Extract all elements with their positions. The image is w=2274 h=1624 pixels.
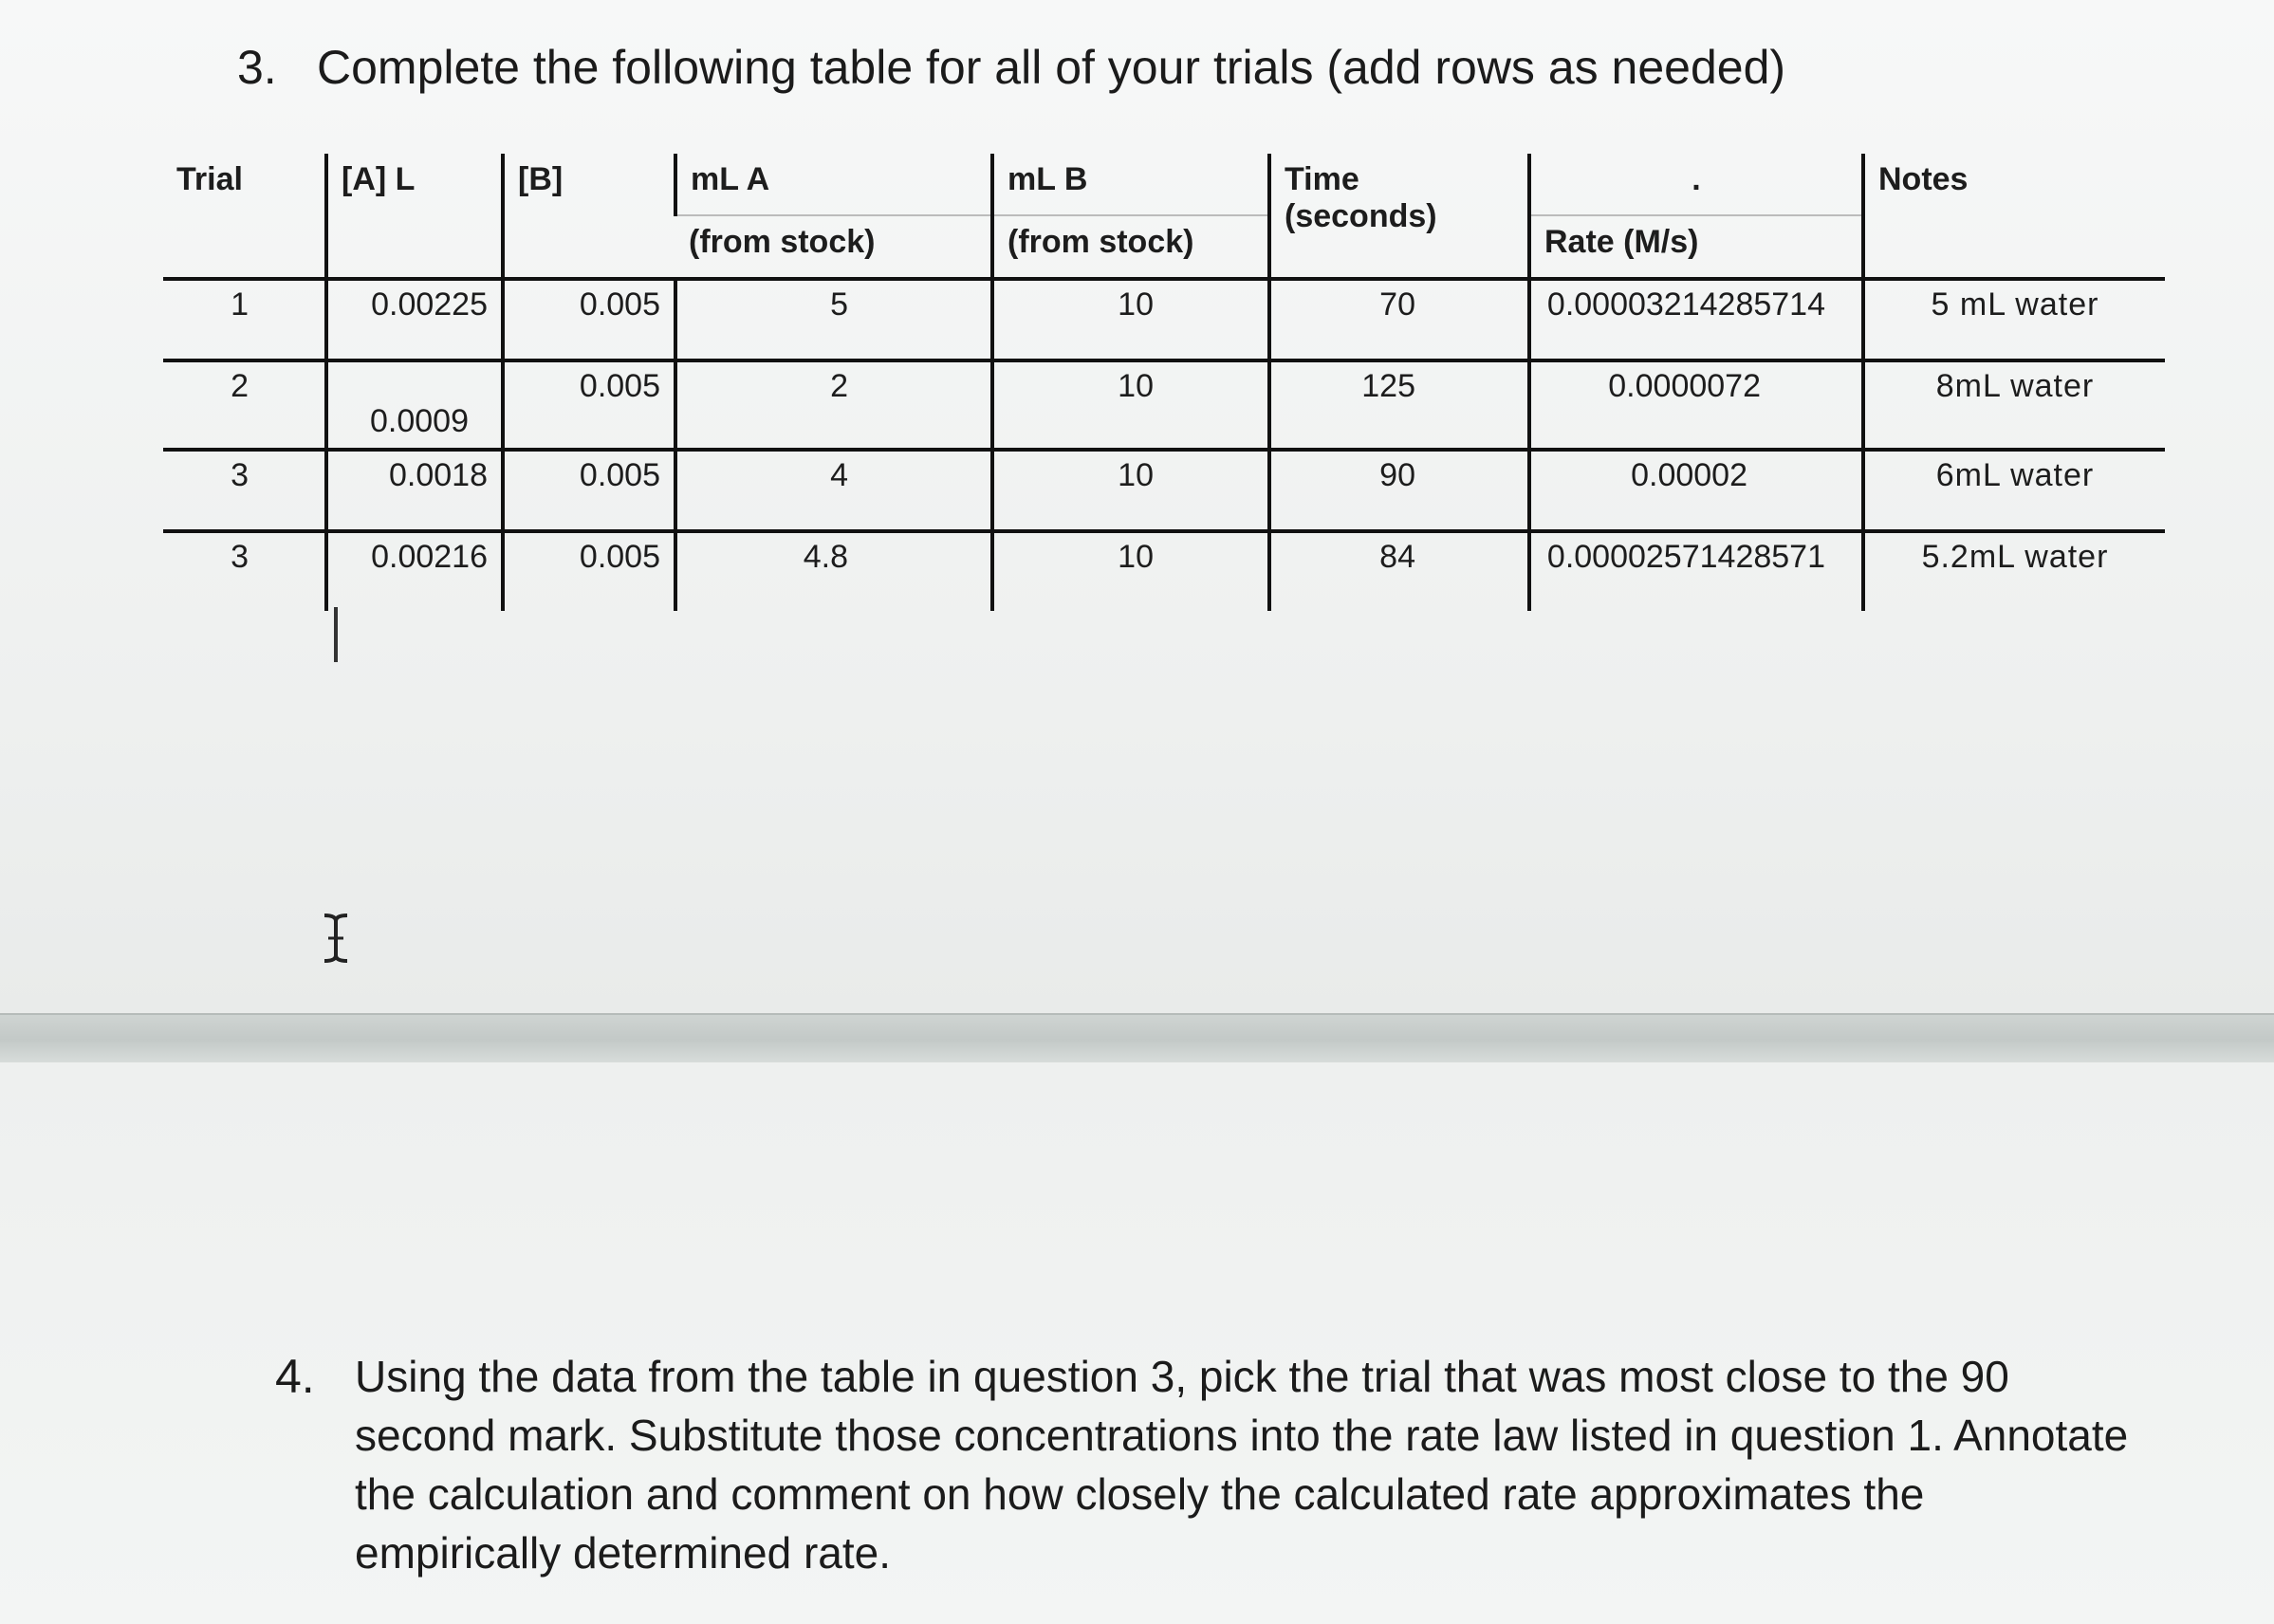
table-row	[163, 531, 2165, 611]
cell-trial[interactable]: 3	[163, 450, 326, 531]
cell-conc-a[interactable]: 0.00225	[326, 279, 503, 360]
cell-conc-b[interactable]: 0.005	[503, 360, 675, 450]
header-rate-mark: .	[1529, 154, 1863, 215]
header-ml-a-sub: (from stock)	[675, 215, 992, 279]
cell-ml-a[interactable]: 4	[675, 450, 992, 531]
cell-ml-a[interactable]: 2	[675, 360, 992, 450]
cell-rate[interactable]: 0.0000072	[1529, 360, 1863, 450]
trials-table	[163, 154, 2165, 611]
cell-trial[interactable]: 3	[163, 531, 326, 611]
cell-ml-b[interactable]: 10	[992, 360, 1269, 450]
cell-ml-b[interactable]: 10	[992, 279, 1269, 360]
header-time: Time (seconds)	[1269, 154, 1529, 279]
cell-conc-a[interactable]: 0.0018	[326, 450, 503, 531]
question-3-text: Complete the following table for all of your trials (add rows as needed)	[317, 41, 1786, 94]
cell-ml-a[interactable]: 5	[675, 279, 992, 360]
cell-time[interactable]: 90	[1269, 450, 1529, 531]
header-row	[163, 154, 2165, 215]
table-row	[163, 279, 2165, 360]
cell-trial[interactable]: 1	[163, 279, 326, 360]
text-cursor-ibeam-icon	[319, 913, 353, 964]
cell-time[interactable]: 84	[1269, 531, 1529, 611]
cell-time[interactable]: 125	[1269, 360, 1529, 450]
table-row	[163, 450, 2165, 531]
cell-ml-b[interactable]: 10	[992, 450, 1269, 531]
text-insertion-caret	[334, 607, 338, 662]
cell-conc-b[interactable]: 0.005	[503, 279, 675, 360]
table-row	[163, 360, 2165, 450]
cell-conc-a[interactable]: 0.0009	[326, 360, 503, 450]
cell-rate[interactable]: 0.00003214285714	[1529, 279, 1863, 360]
question-3-number: 3.	[237, 41, 277, 94]
header-ml-a: mL A	[675, 154, 992, 215]
cell-notes[interactable]: 8mL water	[1863, 360, 2165, 450]
cell-notes[interactable]: 5.2mL water	[1863, 531, 2165, 611]
cell-trial[interactable]: 2	[163, 360, 326, 450]
cell-time[interactable]: 70	[1269, 279, 1529, 360]
cell-notes[interactable]: 6mL water	[1863, 450, 2165, 531]
question-4-text: Using the data from the table in question 3, pick the trial that was most close to the 90 second mark. Substitute those concentrations into the rate law listed in question 1. Annotate the calculation and comment on how closely the calculated rate approximates the empirically determined rate.	[355, 1352, 2129, 1578]
header-ml-b-sub: (from stock)	[992, 215, 1269, 279]
cell-conc-b[interactable]: 0.005	[503, 531, 675, 611]
cell-notes[interactable]: 5 mL water	[1863, 279, 2165, 360]
header-rate: Rate (M/s)	[1529, 215, 1863, 279]
cell-ml-a[interactable]: 4.8	[675, 531, 992, 611]
header-trial: Trial	[176, 161, 243, 197]
cell-conc-a[interactable]: 0.00216	[326, 531, 503, 611]
cell-conc-b[interactable]: 0.005	[503, 450, 675, 531]
question-3-heading	[237, 38, 1785, 97]
header-notes: Notes	[1863, 154, 2165, 279]
page-break	[0, 1013, 2274, 1064]
header-ml-b: mL B	[992, 154, 1269, 215]
cell-ml-b[interactable]: 10	[992, 531, 1269, 611]
question-4-number: 4.	[275, 1350, 315, 1403]
cell-rate[interactable]: 0.00002571428571	[1529, 531, 1863, 611]
cell-rate[interactable]: 0.00002	[1529, 450, 1863, 531]
header-conc-a: [A] L	[326, 154, 503, 279]
header-conc-b: [B]	[503, 154, 675, 279]
